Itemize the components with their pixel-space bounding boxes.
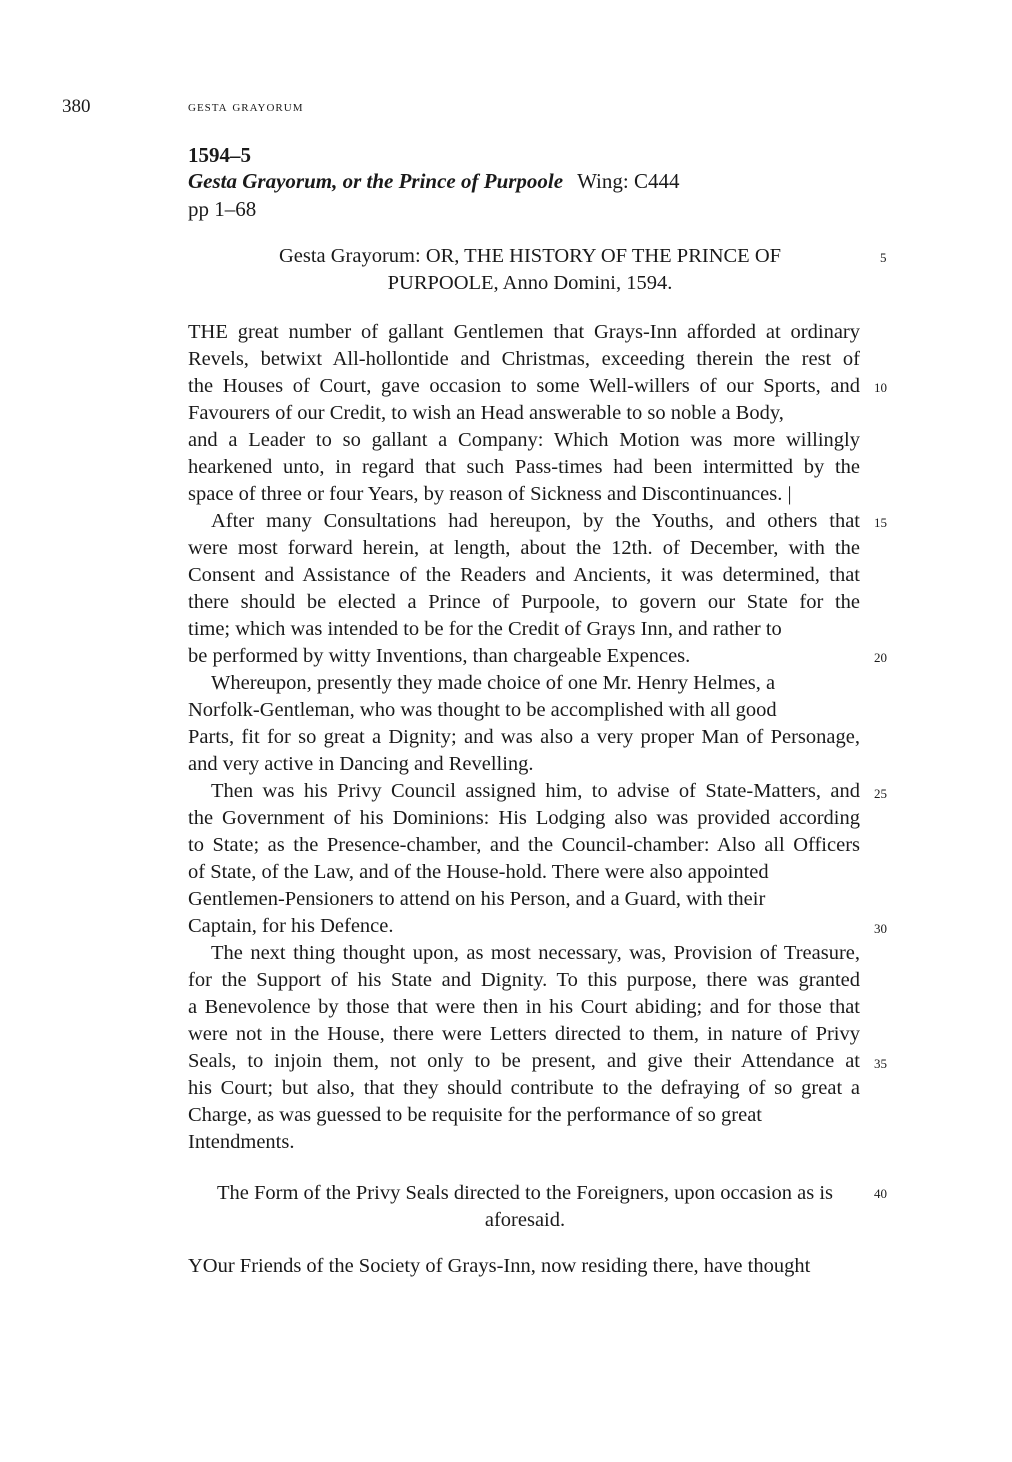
- paragraph: [188, 319, 860, 508]
- text-line: the Houses of Court, gave occasion to some Well-willers of our Sports, and: [188, 375, 860, 397]
- text-line: Whereupon, presently they made choice of one Mr. Henry Helmes, a: [211, 672, 776, 694]
- text-line: a Benevolence by those that were then in his Court abiding; and for those that: [188, 996, 860, 1018]
- text-line: Revels, betwixt All-hollontide and Christmas, exceeding therein the rest of: [188, 348, 860, 370]
- entry-pages: pp 1–68: [188, 197, 257, 221]
- entry-title: Gesta Grayorum, or the Prince of Purpoole: [188, 169, 564, 193]
- text-line: to State; as the Presence-chamber, and the Council-chamber: Also all Officers: [188, 834, 860, 856]
- text-line: Consent and Assistance of the Readers and Ancients, it was determined, that: [188, 564, 860, 586]
- text-line: were most forward herein, at length, about the 12th. of December, with the: [188, 537, 860, 559]
- line-number: 40: [874, 1186, 887, 1201]
- section-heading: [190, 1180, 860, 1234]
- entry-title-line: [188, 169, 679, 194]
- text-line: The next thing thought upon, as most necessary, was, Provision of Treasure,: [211, 942, 860, 964]
- heading-line: aforesaid.: [484, 1209, 566, 1231]
- paragraph: [188, 670, 860, 778]
- text-line: Seals, to injoin them, not only to be present, and give their Attendance at: [188, 1050, 860, 1072]
- text-line: of State, of the Law, and of the House-hold. There were also appointed: [188, 861, 769, 883]
- text-line: Favourers of our Credit, to wish an Head answerable to so noble a Body,: [188, 402, 784, 424]
- line-number: 35: [874, 1056, 887, 1071]
- entry-year: 1594–5: [188, 143, 251, 167]
- paragraph: [188, 1253, 860, 1280]
- page-number: 380: [62, 96, 91, 117]
- text-line: the Government of his Dominions: His Lodging also was provided according: [188, 807, 860, 829]
- text-line: THE great number of gallant Gentlemen that Grays-Inn afforded at ordinary: [188, 321, 860, 343]
- section-heading: [200, 243, 860, 297]
- text-line: and a Leader to so gallant a Company: Which Motion was more willingly: [188, 429, 860, 451]
- paragraph: [188, 778, 860, 940]
- text-line: space of three or four Years, by reason of Sickness and Discontinuances. |: [188, 483, 792, 505]
- line-number: 10: [874, 380, 887, 395]
- text-line: were not in the House, there were Letters directed to them, in nature of Privy: [188, 1023, 860, 1045]
- paragraph: [188, 508, 860, 670]
- wing-reference: Wing: C444: [577, 169, 680, 193]
- text-line: be performed by witty Inventions, than chargeable Expences.: [188, 645, 691, 667]
- text-line: After many Consultations had hereupon, by the Youths, and others that: [211, 510, 860, 532]
- text-line: Norfolk-Gentleman, who was thought to be accomplished with all good: [188, 699, 777, 721]
- line-number: 15: [874, 515, 887, 530]
- text-line: Parts, fit for so great a Dignity; and was also a very proper Man of Personage,: [188, 726, 860, 748]
- running-head: gesta grayorum: [188, 99, 304, 115]
- line-number: 25: [874, 786, 887, 801]
- text-line: time; which was intended to be for the Credit of Grays Inn, and rather to: [188, 618, 782, 640]
- text-line: hearkened unto, in regard that such Pass-times had been intermitted by the: [188, 456, 860, 478]
- line-number: 20: [874, 650, 887, 665]
- text-line: there should be elected a Prince of Purpoole, to govern our State for the: [188, 591, 860, 613]
- text-line: Then was his Privy Council assigned him, to advise of State-Matters, and: [211, 780, 860, 802]
- text-line: YOur Friends of the Society of Grays-Inn, now residing there, have thought: [188, 1255, 811, 1277]
- line-number: 30: [874, 921, 887, 936]
- paragraph: [188, 940, 860, 1156]
- heading-line: Gesta Grayorum: OR, THE HISTORY OF THE PRINCE OF: [278, 245, 782, 267]
- text-line: Intendments.: [188, 1131, 295, 1153]
- text-line: and very active in Dancing and Revelling.: [188, 753, 534, 775]
- text-line: Gentlemen-Pensioners to attend on his Person, and a Guard, with their: [188, 888, 766, 910]
- heading-line: The Form of the Privy Seals directed to the Foreigners, upon occasion as is: [216, 1182, 833, 1204]
- text-line: for the Support of his State and Dignity. To this purpose, there was granted: [188, 969, 860, 991]
- text-line: his Court; but also, that they should contribute to the defraying of so great a: [188, 1077, 860, 1099]
- text-line: Captain, for his Defence.: [188, 915, 394, 937]
- heading-line: PURPOOLE, Anno Domini, 1594.: [387, 272, 673, 294]
- text-line: Charge, as was guessed to be requisite for the performance of so great: [188, 1104, 762, 1126]
- line-number: 5: [880, 250, 887, 265]
